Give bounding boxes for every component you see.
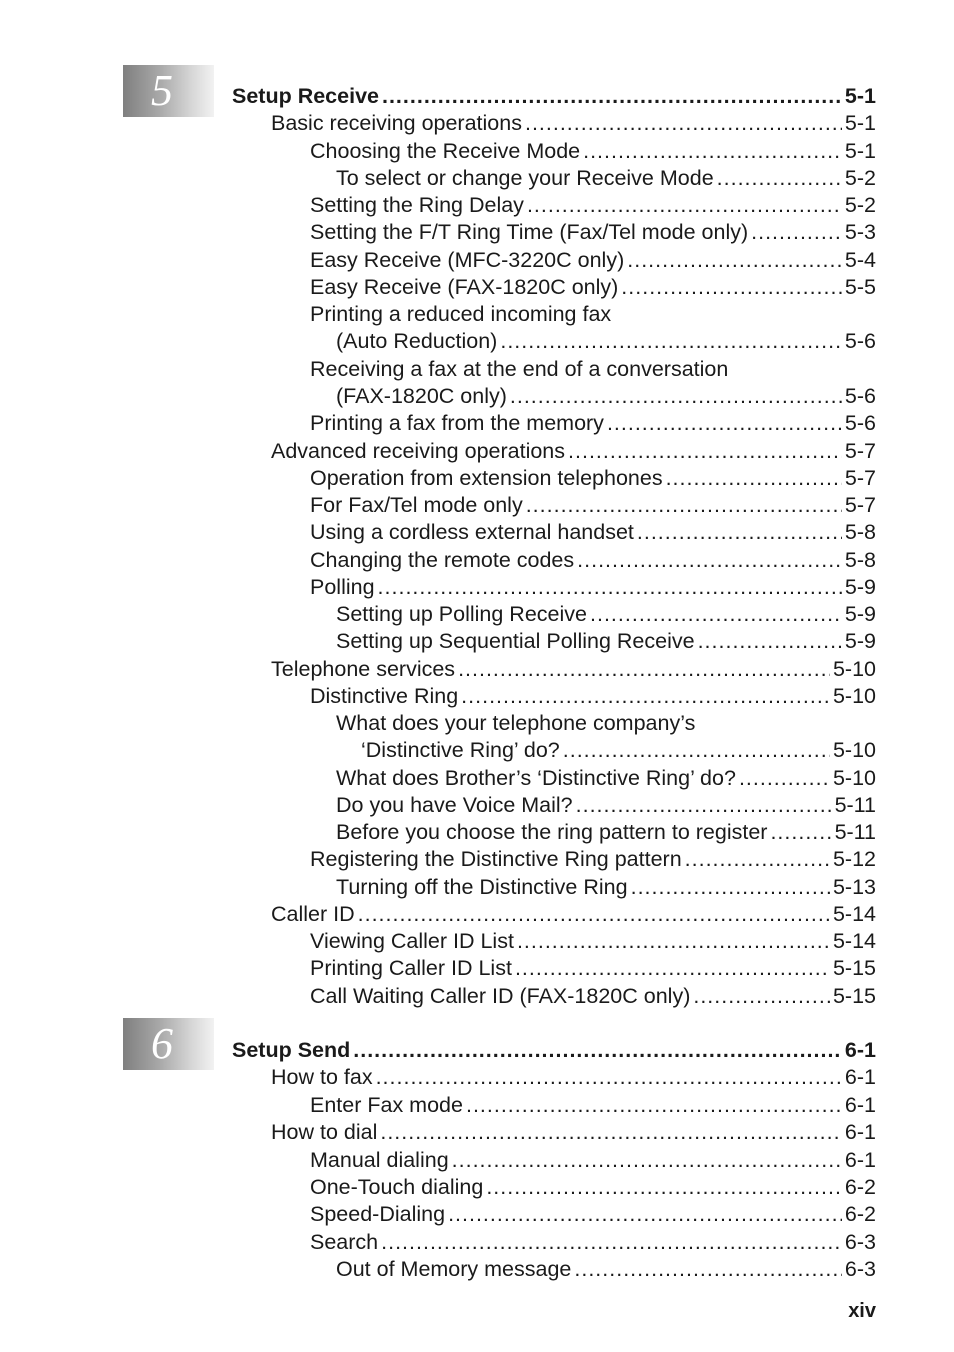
dot-leader — [717, 165, 842, 192]
toc-entry-title: To select or change your Receive Mode — [336, 166, 714, 190]
toc-entry[interactable] — [336, 1256, 876, 1283]
toc-entry-page: 5-6 — [844, 384, 876, 408]
toc-entry[interactable] — [310, 928, 876, 955]
toc-entry-page: 5-1 — [844, 84, 876, 108]
toc-entry[interactable] — [310, 683, 876, 710]
toc-entry-title: Setting up Polling Receive — [336, 602, 587, 626]
toc-entry-page: 5-4 — [844, 248, 876, 272]
toc-entry-page: 6-1 — [844, 1065, 876, 1089]
toc-entry-title: Out of Memory message — [336, 1257, 572, 1281]
toc-entry-title: Polling — [310, 575, 375, 599]
toc-entry-page: 5-6 — [844, 329, 876, 353]
toc-entry[interactable] — [310, 955, 876, 982]
toc-entry[interactable] — [310, 219, 876, 246]
dot-leader — [452, 1147, 842, 1174]
dot-leader — [666, 465, 842, 492]
toc-entry[interactable] — [310, 983, 876, 1010]
toc-entry-page: 5-7 — [844, 493, 876, 517]
toc-entry-page: 5-1 — [844, 111, 876, 135]
toc-entry[interactable] — [310, 1174, 876, 1201]
toc-entry[interactable] — [336, 710, 876, 737]
toc-entry-title: Do you have Voice Mail? — [336, 793, 573, 817]
toc-entry-title: Setting up Sequential Polling Receive — [336, 629, 695, 653]
toc-entry-page: 6-1 — [844, 1148, 876, 1172]
page-number: xiv — [848, 1300, 876, 1322]
toc-entry-title: Call Waiting Caller ID (FAX-1820C only) — [310, 984, 691, 1008]
toc-entry-title: Printing Caller ID List — [310, 956, 512, 980]
toc-entry-title: Changing the remote codes — [310, 548, 575, 572]
toc-entry-title: Caller ID — [271, 902, 355, 926]
toc-entry-title: Setup Receive — [232, 84, 379, 108]
toc-entry-page: 5-8 — [844, 520, 876, 544]
toc-entry-title: How to dial — [271, 1120, 378, 1144]
dot-leader — [515, 955, 830, 982]
toc-entry[interactable] — [310, 274, 876, 301]
toc-entry-title: What does your telephone company’s — [336, 711, 696, 735]
chapter-number: 6 — [151, 1019, 173, 1068]
toc-entry-title: Operation from extension telephones — [310, 466, 663, 490]
dot-leader — [607, 410, 842, 437]
dot-leader — [517, 928, 830, 955]
toc-entry-title: Printing a fax from the memory — [310, 411, 604, 435]
toc-entry-title: Setting the Ring Delay — [310, 193, 524, 217]
toc-entry-page: 5-15 — [832, 956, 876, 980]
toc-entry-page: 6-2 — [844, 1202, 876, 1226]
dot-leader — [627, 247, 842, 274]
toc-entry-page: 6-3 — [844, 1230, 876, 1254]
toc-entry-title: For Fax/Tel mode only — [310, 493, 523, 517]
toc-entry-title: Telephone services — [271, 657, 456, 681]
toc-entry-page: 6-1 — [844, 1038, 876, 1062]
chapter-6-tab — [123, 1018, 214, 1070]
dot-leader — [770, 819, 831, 846]
toc-entry-title: Choosing the Receive Mode — [310, 139, 581, 163]
toc-entry-page: 5-12 — [832, 847, 876, 871]
dot-leader — [358, 901, 830, 928]
dot-leader — [382, 83, 842, 110]
dot-leader — [486, 1174, 842, 1201]
dot-leader — [685, 846, 830, 873]
dot-leader — [461, 683, 830, 710]
toc-entry-page: 5-2 — [844, 193, 876, 217]
toc-entry[interactable] — [310, 547, 876, 574]
toc-entry-title: Viewing Caller ID List — [310, 929, 514, 953]
toc-entry-title: Setup Send — [232, 1038, 351, 1062]
dot-leader — [448, 1201, 842, 1228]
toc-entry-title: Enter Fax mode — [310, 1093, 463, 1117]
toc-entry[interactable] — [310, 1147, 876, 1174]
toc-entry[interactable] — [336, 165, 876, 192]
toc-entry-page: 5-9 — [844, 575, 876, 599]
toc-entry[interactable] — [336, 628, 876, 655]
toc-entry-title: Manual dialing — [310, 1148, 449, 1172]
toc-entry-title: Distinctive Ring — [310, 684, 459, 708]
toc-entry[interactable] — [310, 1229, 876, 1256]
dot-leader — [378, 574, 842, 601]
toc-entry-page: 5-11 — [834, 820, 876, 844]
toc-entry[interactable] — [310, 1092, 876, 1119]
toc-entry[interactable] — [336, 874, 876, 901]
toc-entry[interactable] — [310, 574, 876, 601]
toc-entry-page: 5-9 — [844, 629, 876, 653]
toc-entry-page: 5-10 — [832, 657, 876, 681]
toc-entry[interactable] — [310, 247, 876, 274]
dot-leader — [739, 765, 830, 792]
toc-entry-title: Advanced receiving operations — [271, 439, 566, 463]
toc-entry-page: 5-10 — [832, 738, 876, 762]
dot-leader — [500, 328, 842, 355]
chapter-number: 5 — [151, 66, 173, 115]
toc-entry-title: One-Touch dialing — [310, 1175, 484, 1199]
toc-entry[interactable] — [310, 492, 876, 519]
toc-entry-page: 6-1 — [844, 1120, 876, 1144]
toc-entry-page: 5-8 — [844, 548, 876, 572]
toc-entry[interactable] — [336, 765, 876, 792]
dot-leader — [381, 1229, 842, 1256]
toc-entry[interactable] — [336, 819, 876, 846]
toc-entry[interactable] — [271, 1119, 876, 1146]
toc-entry[interactable] — [336, 383, 876, 410]
dot-leader — [751, 219, 842, 246]
toc-entry[interactable] — [310, 410, 876, 437]
dot-leader — [353, 1037, 842, 1064]
dot-leader — [621, 274, 842, 301]
toc-entry[interactable] — [271, 901, 876, 928]
dot-leader — [568, 438, 842, 465]
dot-leader — [693, 983, 830, 1010]
toc-entry[interactable] — [271, 438, 876, 465]
toc-entry-page: 5-3 — [844, 220, 876, 244]
dot-leader — [527, 192, 842, 219]
toc-entry-page: 5-7 — [844, 439, 876, 463]
toc-entry-title: ‘Distinctive Ring’ do? — [361, 738, 560, 762]
toc-entry-page: 5-6 — [844, 411, 876, 435]
toc-entry[interactable] — [310, 1201, 876, 1228]
toc-entry[interactable] — [310, 356, 876, 383]
toc-entry[interactable] — [361, 737, 876, 764]
toc-entry-title: Easy Receive (MFC-3220C only) — [310, 248, 625, 272]
toc-entry-title: Speed-Dialing — [310, 1202, 446, 1226]
toc-entry-title: Printing a reduced incoming fax — [310, 302, 612, 326]
dot-leader — [631, 874, 830, 901]
toc-entry[interactable] — [271, 1064, 876, 1091]
dot-leader — [577, 547, 842, 574]
toc-entry[interactable] — [310, 465, 876, 492]
dot-leader — [380, 1119, 842, 1146]
toc-entry-title: Setting the F/T Ring Time (Fax/Tel mode only) — [310, 220, 749, 244]
toc-entry-page: 5-1 — [844, 139, 876, 163]
toc-entry-page: 5-2 — [844, 166, 876, 190]
toc-entry[interactable] — [310, 519, 876, 546]
toc-entry-title: (FAX-1820C only) — [336, 384, 507, 408]
toc-entry-page: 6-1 — [844, 1093, 876, 1117]
toc-entry[interactable] — [271, 656, 876, 683]
toc-entry[interactable] — [310, 138, 876, 165]
toc-entry-page: 5-15 — [832, 984, 876, 1008]
toc-entry[interactable] — [310, 846, 876, 873]
toc-entry-page: 5-14 — [832, 929, 876, 953]
dot-leader — [574, 1256, 842, 1283]
toc-entry-page: 5-10 — [832, 766, 876, 790]
toc-entry[interactable] — [336, 601, 876, 628]
toc-entry-title: Basic receiving operations — [271, 111, 522, 135]
dot-leader — [583, 138, 842, 165]
dot-leader — [510, 383, 842, 410]
dot-leader — [466, 1092, 842, 1119]
toc-entry-page: 5-13 — [832, 875, 876, 899]
toc-entry[interactable] — [336, 792, 876, 819]
dot-leader — [576, 792, 832, 819]
toc-entry-chapter[interactable] — [232, 1037, 876, 1064]
toc-entry[interactable] — [271, 110, 876, 137]
toc-entry-page: 5-7 — [844, 466, 876, 490]
toc-entry-title: How to fax — [271, 1065, 373, 1089]
toc-entry-title: What does Brother’s ‘Distinctive Ring’ do? — [336, 766, 736, 790]
toc-entry-chapter[interactable] — [232, 83, 876, 110]
toc-entry-title: Registering the Distinctive Ring pattern — [310, 847, 682, 871]
dot-leader — [525, 110, 842, 137]
dot-leader — [590, 601, 842, 628]
toc-entry-title: Search — [310, 1230, 379, 1254]
dot-leader — [637, 519, 842, 546]
toc-entry[interactable] — [336, 328, 876, 355]
toc-entry-title: Receiving a fax at the end of a conversation — [310, 357, 729, 381]
toc-entry-title: Using a cordless external handset — [310, 520, 634, 544]
toc-entry[interactable] — [310, 301, 876, 328]
toc-entry-page: 5-11 — [834, 793, 876, 817]
dot-leader — [698, 628, 842, 655]
toc-entry-page: 6-2 — [844, 1175, 876, 1199]
toc-entry-page: 5-9 — [844, 602, 876, 626]
toc-entry-title: (Auto Reduction) — [336, 329, 498, 353]
dot-leader — [376, 1064, 842, 1091]
toc-entry-title: Easy Receive (FAX-1820C only) — [310, 275, 619, 299]
toc-entry-title: Turning off the Distinctive Ring — [336, 875, 628, 899]
dot-leader — [526, 492, 842, 519]
chapter-5-tab — [123, 65, 214, 117]
toc-entry[interactable] — [310, 192, 876, 219]
dot-leader — [458, 656, 830, 683]
toc-entry-page: 5-5 — [844, 275, 876, 299]
toc-entry-title: Before you choose the ring pattern to register — [336, 820, 768, 844]
toc-entry-page: 5-14 — [832, 902, 876, 926]
toc-entry-page: 6-3 — [844, 1257, 876, 1281]
toc-entry-page: 5-10 — [832, 684, 876, 708]
dot-leader — [563, 737, 830, 764]
